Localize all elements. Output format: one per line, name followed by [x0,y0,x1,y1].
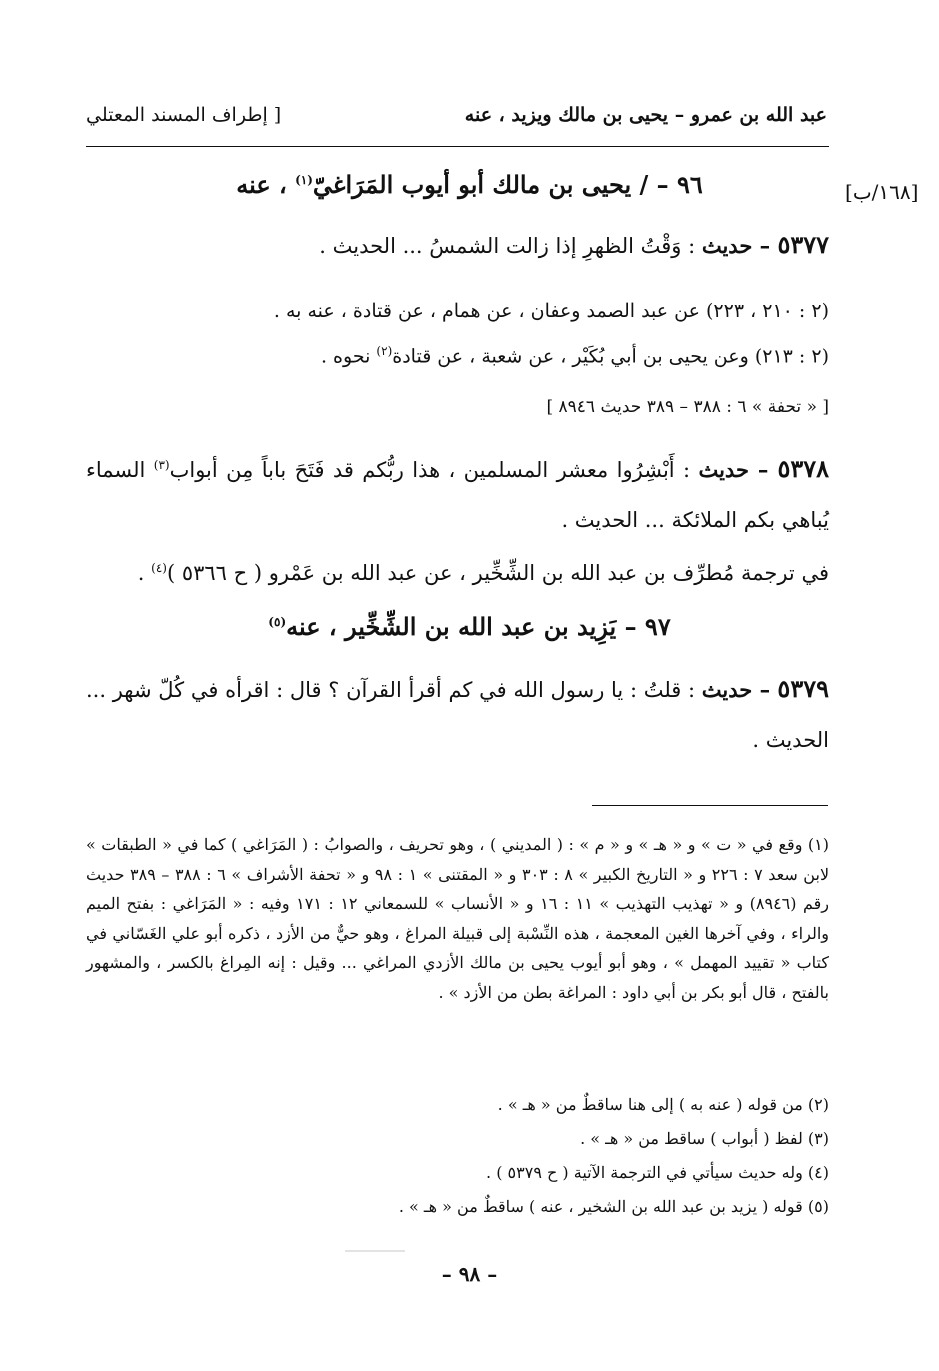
isnad-line-2 [86,326,829,381]
isnad-line-1: (٢ : ٢١٠ ، ٢٢٣) عن عبد الصمد وعفان ، عن همام ، عن قتادة ، عنه به . [273,300,829,322]
hadith-text-continued: السماء يُباهي بكم الملائكة ... الحديث . [86,458,829,532]
scan-artifact [345,1250,405,1252]
footnote-4: (٤) وله حديث سيأتي في الترجمة الآتية ( ح ٥٣٧٩ ) . [486,1163,829,1182]
hadith-5379 [86,664,829,765]
hadith-5378 [86,440,829,545]
manuscript-folio-ref: [١٦٨/ب] [845,180,919,204]
hadith-number: ٥٣٧٧ [777,230,829,259]
page-number: – ٩٨ – [441,1262,498,1286]
isnad-text: (٢ : ٢١٣) وعن يحيى بن أبي بُكَيْر ، عن شعبة ، عن قتادة [392,345,829,368]
hadith-5377 [86,220,829,271]
section-heading-tail: ، عنه [236,170,296,199]
hadith-label: – حديث [701,677,778,702]
footnote-2: (٢) من قوله ( عنه به ) إلى هنا ساقطٌ من « هـ » . [497,1095,829,1114]
hadith-number: ٥٣٧٨ [777,454,830,483]
hadith-text: : قلتُ : يا رسول الله في كم أقرأ القرآن ؟ قال : اقرأه في كُلّ شهر ... الحديث . [86,678,829,752]
hadith-label: – حديث [698,457,778,482]
footnote-5: (٥) قوله ( يزيد بن عبد الله بن الشخير ، عنه ) ساقطٌ من « هـ » . [398,1197,829,1216]
footnote-marker: (٣) [153,458,170,472]
hadith-text: : وَقْتُ الظهرِ إذا زالت الشمسُ ... الحديث . [319,234,702,258]
footnote-separator [592,805,828,806]
footnote-marker: (٤) [151,561,167,575]
header-rule [86,146,829,147]
running-header-title: عبد الله بن عمرو – يحيى بن مالك ويزيد ، عنه [464,104,827,126]
footnote-marker: (٥) [268,615,287,629]
footnote-3: (٣) لفظ ( أبواب ) ساقط من « هـ » . [580,1129,829,1148]
footnote-marker: (١) [295,173,313,187]
section-heading-96 [150,170,789,199]
section-heading-text: ٩٧ – يَزِيد بن عبد الله بن الشِّخِّير ، عنه [286,612,671,641]
section-heading-text: ٩٦ – / يحيى بن مالك أبو أيوب المَرَاغيّ [312,170,703,199]
footnote-1: (١) وقع في « ت » و « هـ » و « م » : ( المديني ) ، وهو تحريف ، والصوابُ : ( المَرَاغي ) كما في « الطبقات » لابن سعد ٧ : ٢٢٦ و « التاريخ الكبير » ٨ : ٣٠٣ و « المقتنى » ١ : ٩٨ و « تحفة الأشراف » ٦ : ٣٨٨ – ٣٨٩ حديث رقم (٨٩٤٦) و « تهذيب التهذيب » ١١ : ١٦ و « الأنساب » للسمعاني ١٢ : ١٧١ وفيه : « المَرَاغي : بفتح الميم والراء ، وفي آخرها الغين المعجمة ، هذه النِّسْبة إلى قبيلة المراغ ، وهو حيٌّ من الأزد ، ذكره أبو علي الغَسّاني في كتاب « تقييد المهمل » ، وهو أبو أيوب يحيى بن مالك الأزدي المراغي ... وقيل : إنه المِراغ بالكسر ، والمشهور بالفتح ، قال أبو بكر بن أبي داود : المراغة بطن من الأزد » . [86,835,830,1002]
hadith-label: – حديث [701,233,778,258]
hadith-number: ٥٣٧٩ [777,674,829,703]
cross-reference [86,543,829,598]
cross-reference-text: في ترجمة مُطرِّف بن عبد الله بن الشِّخِّير ، عن عبد الله بن عَمْرو ( ح ٥٣٦٦ ) [166,561,829,585]
running-header-book: [ إطراف المسند المعتلي [86,104,282,126]
tuhfa-reference: [ « تحفة » ٦ : ٣٨٨ – ٣٨٩ حديث ٨٩٤٦ ] [546,397,829,417]
isnad-tail: نحوه . [320,345,377,368]
section-heading-97 [150,612,789,641]
hadith-text: : أَبْشِرُوا معشر المسلمين ، هذا ربُّكم قد فَتَحَ باباً مِن أبواب [169,458,699,482]
cross-reference-tail: . [137,561,152,585]
footnote-marker: (٢) [376,344,393,358]
